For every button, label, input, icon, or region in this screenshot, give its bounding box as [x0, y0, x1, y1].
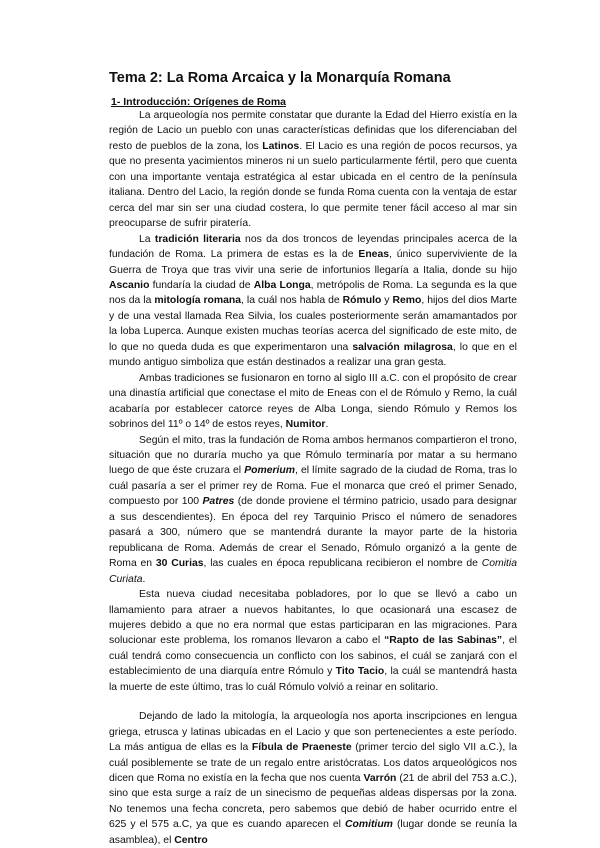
bold-term: “Rapto de las Sabinas” — [384, 635, 503, 647]
text-run: , el límite sagrado de la ciudad de Roma, tras lo cuál pasaría a ser el primer rey de Roma. Fue el monarca que creó el primer Senado, compuesto por 100 — [109, 465, 517, 508]
emphasis-term-wrap — [244, 465, 295, 476]
text-run: , metrópolis de Roma. La segunda es la que nos da la — [109, 279, 517, 307]
paragraph-4 — [109, 433, 517, 588]
text-run: , hijos del dios Marte y de una vestal llamada Rea Silvia, los cuales posteriormente serán amamantados por la loba Luperca. Aunque existen muchas teorías acerca del significado de este mito, de lo que no queda duda es que experimentaron una — [109, 295, 518, 353]
text-run: . — [325, 419, 329, 431]
bold-term: 30 Curias — [155, 558, 204, 570]
paragraph-1 — [109, 108, 517, 232]
paragraph-2 — [109, 232, 517, 371]
bold-term: Remo — [392, 295, 422, 307]
text-run: Según el mito, tras la fundación de Roma ambos hermanos compartieron el trono, situación que no duraría mucho ya que Rómulo terminaría por matar a su hermano luego de que éste cruzara el — [109, 434, 517, 477]
text-run: . El Lacio es una región de pocos recursos, ya que no presenta yacimientos mineros ni un suelo particularmente fértil, pero que cuenta con una importante ventaja estratégica al estar ubicada en el centro de la península italiana. Dentro del Lacio, la región donde se funda Roma cuenta con la ventaja de estar cerca del mar sin ser una ciudad costera, lo que permite tener fácil acceso al mar sin preocuparse de sufrir piratería. — [109, 140, 517, 230]
document-body — [109, 108, 517, 848]
bold-term: salvación milagrosa — [352, 341, 453, 353]
section-heading: 1- Introducción: Orígenes de Roma — [111, 96, 287, 108]
text-run: fundaría la ciudad de — [149, 279, 254, 291]
bold-term: Rómulo — [342, 295, 382, 307]
text-run: Ambas tradiciones se fusionaron en torno al siglo III a.C. con el propósito de crear una dinastía artificial que conectase el mito de Eneas con el de Rómulo y Remo, la cuál acabaría por establecer catorce reyes de Alba Longa, siendo Rómulo y Remos los sobrinos del 11º o 14º de estos reyes, — [109, 372, 517, 431]
bold-term: Varrón — [363, 773, 397, 785]
emphasis-term: Pomerium — [244, 465, 295, 477]
text-run: (lugar donde se reunía la asamblea), el — [109, 819, 517, 846]
text-run: . — [142, 573, 146, 585]
text-run: (21 de abril del 753 a.C.), sino que esta surge a raíz de un sinecismo de pequeñas aldeas dispersas por la zona. No tenemos una fecha concreta, pero sabemos que debió de haber ocurrido entre el 625 y el 575 a.C, ya que es cuando aparecen el — [109, 773, 518, 831]
bold-term: Alba Longa — [253, 279, 311, 291]
bold-term: mitología romana — [154, 295, 242, 307]
text-run: Dejando de lado la mitología, la arqueología nos aporta inscripciones en lengua griega, etrusca y latinas ubicadas en el Lacio y que son pertenecientes a este período. La más antigua de ellas es la — [109, 711, 517, 754]
text-run: , lo que en el mundo antiguo simboliza que están destinados a realizar una gran gesta. — [109, 341, 517, 369]
text-run: y — [381, 295, 393, 307]
bold-term: Latinos — [262, 140, 300, 152]
text-run: , la cuál se mantendrá hasta la muerte de este último, tras lo cuál Rómulo volvió a reinar en solitario. — [109, 666, 518, 693]
italic-term: Comitia Curiata — [109, 558, 517, 585]
text-run: , el cuál tendrá como consecuencia un conflicto con los sabinos, el cuál se zanjará con el establecimiento de una diarquía entre Rómulo y — [109, 635, 517, 678]
paragraph-5 — [109, 587, 517, 695]
bold-term: Tito Tacio — [335, 666, 385, 678]
text-run: , la cuál nos habla de — [241, 295, 343, 307]
paragraph-6 — [109, 709, 517, 848]
text-run: , único superviviente de la Guerra de Troya que tras vivir una serie de infortunios llegaría a Italia, donde su hijo — [109, 249, 517, 276]
paragraph-3 — [109, 371, 517, 433]
bold-term: tradición literaria — [154, 233, 241, 245]
text-run: La arqueología nos permite constatar que durante la Edad del Hierro existía en la región de Lacio un pueblo con unas características definidas que los diferenciaban del resto de pueblos de la zona, los — [109, 110, 517, 152]
bold-term: Fíbula de Praeneste — [251, 742, 352, 754]
bold-term: Ascanio — [109, 279, 150, 291]
text-run: (primer tercio del siglo VII a.C.), la cuál posiblemente se trate de un regalo entre aristócratas. Los datos arqueológicos nos dicen que Roma no existía en la fecha que nos cuenta — [109, 742, 517, 785]
bold-term: Centro — [174, 834, 208, 846]
text-run: nos da dos troncos de leyendas principales acerca de la fundación de Roma. La primera de estas es la de — [109, 233, 517, 261]
emphasis-term-wrap — [202, 496, 234, 507]
text-run: , las cuales en época republicana recibieron el nombre de — [203, 558, 482, 570]
bold-term: Eneas — [358, 249, 390, 261]
bold-term: Numitor — [285, 419, 326, 431]
text-run: La — [139, 233, 155, 245]
emphasis-term-wrap — [345, 819, 393, 830]
emphasis-term: Patres — [202, 496, 235, 508]
text-run: Esta nueva ciudad necesitaba pobladores, por lo que se llevó a cabo un llamamiento para atraer a nuevos habitantes, lo que ocasionará una escasez de mujeres debido a que no era normal que estas participaran en las migraciones. Para solucionar este problema, los romanos llevaron a cabo el — [109, 589, 517, 647]
document-title: Tema 2: La Roma Arcaica y la Monarquía Romana — [109, 70, 451, 86]
emphasis-term: Comitium — [345, 819, 393, 831]
text-run: (de donde proviene el término patricio, usado para designar a sus descendientes). En época del rey Tarquinio Prisco el número de senadores pasará a 300, número que se mantendrá durante la mayor parte de la historia republicana de Roma. Además de crear el Senado, Rómulo organizó a la gente de Roma en — [109, 496, 517, 570]
